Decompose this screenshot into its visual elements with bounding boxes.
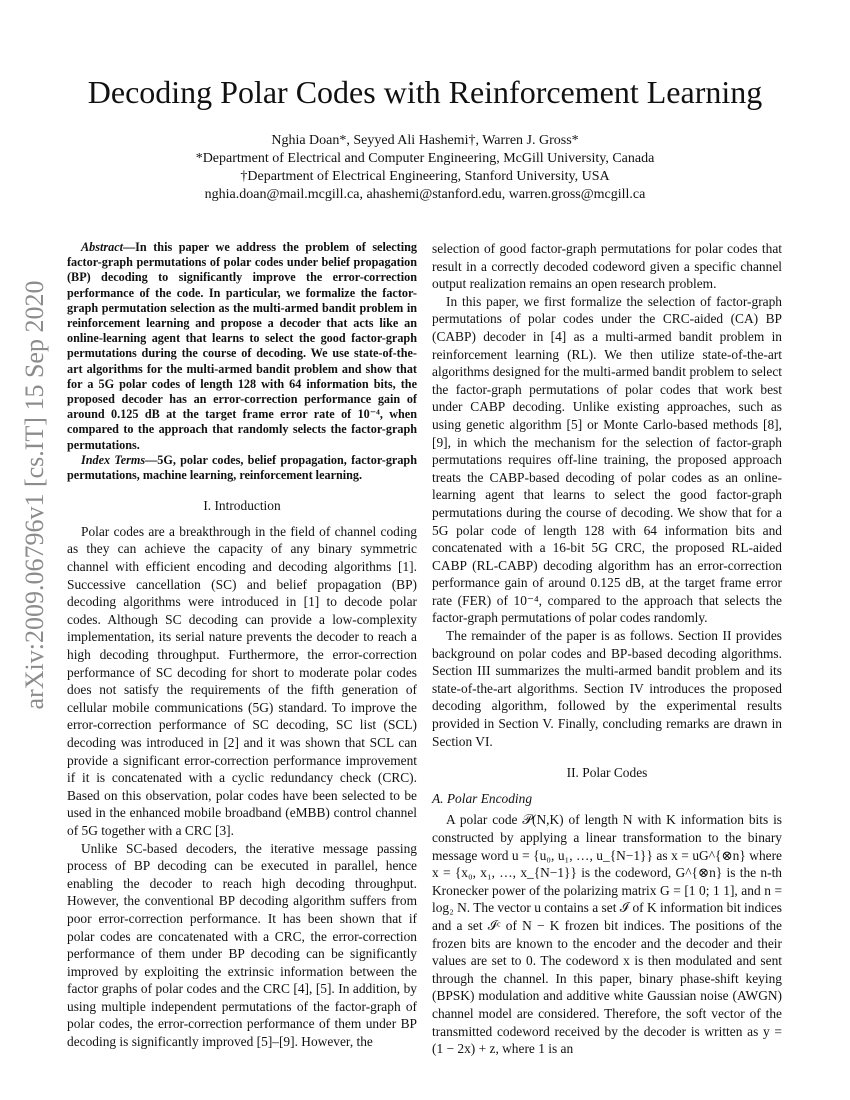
arxiv-identifier: arXiv:2009.06796v1 [cs.IT] 15 Sep 2020 — [20, 280, 49, 710]
intro-paragraph-5: The remainder of the paper is as follows. Section II provides background on polar codes and BP-based decoding algorithms. Section III summarizes the multi-armed bandit problem and its state-of-the-art algorithms. Section IV introduces the proposed decoding algorithm, followed by the experimental results provided in Section V. Finally, concluding remarks are drawn in Section VI. — [432, 628, 782, 749]
index-terms — [67, 453, 417, 483]
intro-paragraph-1: Polar codes are a breakthrough in the field of channel coding as they can achieve the capacity of any binary symmetric channel with efficient encoding and decoding algorithms [1]. Successive cancellation (SC) and belief propagation (BP) decoding algorithms were introduced in [1] to decode polar codes. Although SC decoding can provide a low-complexity implementation, its serial nature prevents the decoder to reach a high decoding throughput. Furthermore, the error-correction performance of SC decoding for short to moderate polar codes does not satisfy the requirements of the fifth generation of cellular mobile communications (5G) standard. To improve the error-correction performance of SC decoding, SC list (SCL) decoding was introduced in [2] and it was shown that SCL can provide a significant error-correction performance improvement if it is concatenated with a cyclic redundancy check (CRC). Based on this observation, polar codes have been selected to be used in the enhanced mobile broadband (eMBB) control channel of 5G together with a CRC [3]. — [67, 523, 417, 838]
abstract-text: —In this paper we address the problem of selecting factor-graph permutations of polar codes under belief propagation (BP) decoding to significantly improve the error-correction performance of the code. In particular, we formalize the factor-graph permutation selection as the multi-armed bandit problem in reinforcement learning and propose a decoder that acts like an online-learning agent that learns to select the good factor-graph permutations during the course of decoding. We use state-of-the-art algorithms for the multi-armed bandit problem and show that for a 5G polar codes of length 128 with 64 information bits, the proposed decoder has an error-correction performance gain of around 0.125 dB at the target frame error rate of 10⁻⁴, when compared to the approach that randomly selects the factor-graph permutations. — [67, 240, 417, 452]
arxiv-sidebar — [0, 280, 60, 710]
index-terms-text: —5G, polar codes, belief propagation, factor-graph permutations, machine learning, reinforcement learning. — [67, 452, 417, 483]
abstract — [67, 240, 417, 453]
intro-paragraph-4: In this paper, we first formalize the selection of factor-graph permutations of polar codes under the CRC-aided (CA) BP (CABP) decoder in [4] as a multi-armed bandit problem in reinforcement learning (RL). We then utilize state-of-the-art algorithms designed for the multi-armed bandit problem to select the factor-graph permutations of polar codes that work best under CABP decoding. Unlike existing approaches, such as using genetic algorithm [5] or Monte Carlo-based methods [8], [9], in which the mechanism for the selection of factor-graph permutations requires off-line training, the proposed approach treats the CABP-based decoding of polar codes as an online-learning agent that learns to select the good factor-graph permutations during the course of decoding. We show that for a 5G polar code of length 128 with 64 information bits and concatenated with a 16-bit 5G CRC, the proposed RL-aided CABP (RL-CABP) decoding algorithm has an error-correction performance gain of around 0.125 dB, at the target frame error rate (FER) of 10⁻⁴, compared to the approach that selects the factor-graph permutations of polar codes randomly. — [432, 293, 782, 626]
left-column — [67, 240, 417, 1051]
affiliation-1: *Department of Electrical and Computer Engineering, McGill University, Canada — [195, 151, 655, 166]
intro-paragraph-2: Unlike SC-based decoders, the iterative message passing process of BP decoding can be executed in parallel, hence enabling the decoder to reach high decoding throughput. However, the conventional BP decoding algorithm suffers from poor error-correction performance. It has been shown that if polar codes are concatenated with a CRC, the error-correction performance of them under BP decoding can be significantly improved by exploiting the extrinsic information between the factor graphs of polar codes and the CRC [4], [5]. In addition, by using multiple independent permutations of the factor-graph of polar codes, the error-correction performance of them under BP decoding is significantly improved [5]–[9]. However, the — [67, 840, 417, 1050]
emails: nghia.doan@mail.mcgill.ca, ahashemi@stanford.edu, warren.gross@mcgill.ca — [204, 187, 646, 202]
subsection-heading-polar-encoding: A. Polar Encoding — [432, 790, 533, 806]
right-column — [432, 240, 782, 1058]
affiliation-2: †Department of Electrical Engineering, Stanford University, USA — [240, 169, 610, 184]
section-heading-introduction: I. Introduction — [203, 498, 281, 514]
author-block — [0, 132, 850, 204]
paper-title: Decoding Polar Codes with Reinforcement Learning — [87, 74, 763, 110]
authors: Nghia Doan*, Seyyed Ali Hashemi†, Warren J. Gross* — [271, 133, 579, 148]
polar-encoding-paragraph: A polar code 𝒫(N,K) of length N with K information bits is constructed by applying a linear transformation to the binary message word u = {u₀, u₁, …, u_{N−1}} as x = uG^{⊗n} where x = {x₀, x₁, …, x_{N−1}} is the codeword, G^{⊗n} is the n-th Kronecker power of the polarizing matrix G = [1 0; 1 1], and n = log₂ N. The vector u contains a set ℐ of K information bit indices and a set ℐᶜ of N − K frozen bit indices. The positions of the frozen bits are known to the encoder and the decoder and their values are set to 0. The codeword x is then modulated and sent through the channel. In this paper, binary phase-shift keying (BPSK) modulation and additive white Gaussian noise (AWGN) channel model are considered. Therefore, the soft vector of the transmitted codeword received by the decoder is written as y = (1 − 2x) + z, where 1 is an — [432, 812, 782, 1057]
intro-paragraph-3: selection of good factor-graph permutations for polar codes that result in a correctly decoded codeword given a specific channel output realization remains an open research problem. — [432, 241, 782, 292]
section-heading-polar-codes: II. Polar Codes — [566, 765, 648, 781]
abstract-label: Abstract — [81, 240, 123, 254]
index-terms-label: Index Terms — [81, 452, 146, 467]
